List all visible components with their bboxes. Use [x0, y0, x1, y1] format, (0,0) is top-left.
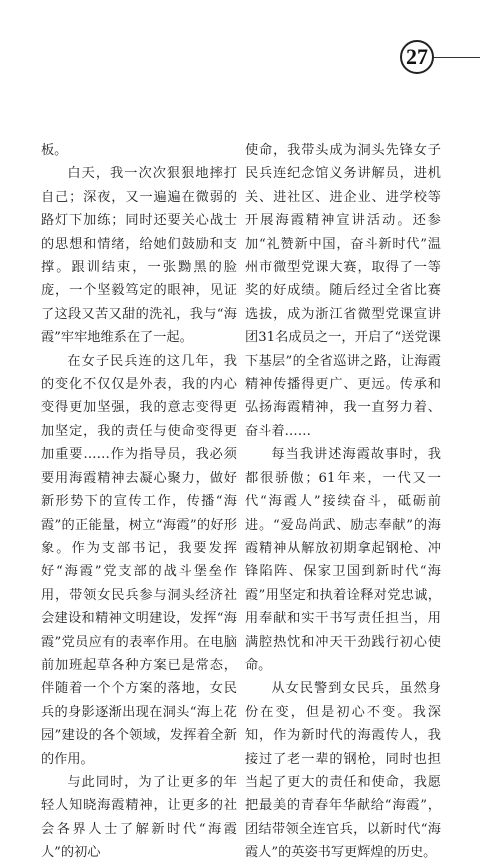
paragraph: 板。 [41, 143, 68, 158]
paragraph: 与此同时，为了让更多的年轻人知晓海霞精神，让更多的社会各界人士了解新时代“海霞人”的初心 [41, 774, 237, 861]
paragraph: 每当我讲述海霞故事时，我都很骄傲；61年来，一代又一代“海霞人”接续奋斗，砥砺前进。“爱岛尚武、励志奉献”的海霞精神从解放初期拿起钢枪、冲锋陷阵、保家卫国到新时代“海霞”用坚定和执着诠释对党忠诚，用奉献和实干书写责任担当，用满腔热忱和冲天干劲践行初心使命。 [245, 447, 441, 673]
header-rule [434, 57, 480, 58]
left-column [41, 139, 237, 865]
paragraph: 使命，我带头成为洞头先锋女子民兵连纪念馆义务讲解员，进机关、进社区、进企业、进学校等开展海霞精神宣讲活动。还参加“礼赞新中国，奋斗新时代”温州市微型党课大赛，取得了一等奖的好成绩。随后经过全省比赛选拔，成为浙江省微型党课宣讲团31名成员之一，开启了“送党课下基层”的全省巡讲之路，让海霞精神传播得更广、更远。传承和弘扬海霞精神，我一直努力着、奋斗着…… [245, 143, 441, 439]
paragraph: 在女子民兵连的这几年，我的变化不仅仅是外表，我的内心变得更加坚强，我的意志变得更加坚定，我的责任与使命变得更加重要……作为指导员，我必须要用海霞精神去凝心聚力，做好新形势下的宣传工作，传播“海霞”的正能量，树立“海霞”的好形象。作为支部书记，我要发挥好“海霞”党支部的战斗堡垒作用，带领女民兵参与洞头经济社会建设和精神文明建设，发挥“海霞”党员应有的表率作用。在电脑前加班起草各种方案已是常态，伴随着一个个方案的落地，女民兵的身影逐渐出现在洞头“海上花园”建设的各个领域，发挥着全新的作用。 [41, 353, 237, 767]
paragraph: 白天，我一次次狠狠地摔打自己；深夜，又一遍遍在微弱的路灯下加练；同时还要关心战士的思想和情绪，给她们鼓励和支撑。跟训结束，一张黝黑的脸庞，一个坚毅笃定的眼神，见证了这段又苦又甜的洗礼，我与“海霞”牢牢地维系在了一起。 [41, 166, 237, 346]
page-number: 27 [400, 40, 434, 74]
paragraph: 从女民警到女民兵，虽然身份在变，但是初心不变。我深知，作为新时代的海霞传人，我接过了老一辈的钢枪，同时也担当起了更大的责任和使命，我愿把最美的青春年华献给“海霞”，团结带领全连官兵，以新时代“海霞人”的英姿书写更辉煌的历史。 [245, 681, 441, 861]
right-column [245, 139, 441, 865]
page-header [0, 38, 480, 78]
